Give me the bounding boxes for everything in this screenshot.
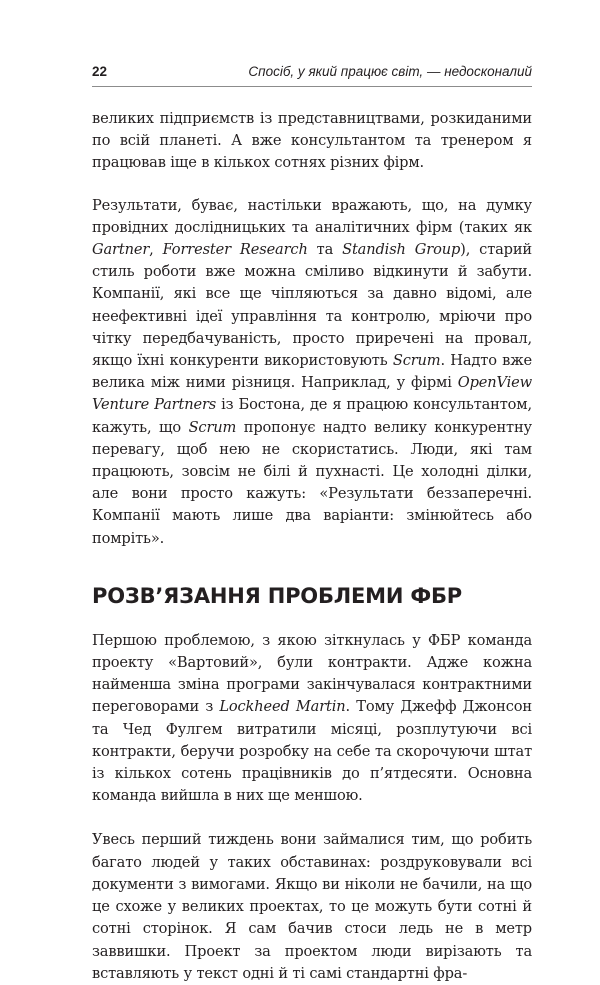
company-name-lockheed: Lockheed Martin <box>219 698 346 716</box>
paragraph-text: Першою проблемою, з якою зіткнулась у ФБР команда проекту «Вартовий», були контракти. Адже кожна найменша зміна програми закінчувалася контрактними переговорами з <box>92 631 532 716</box>
paragraph-text: Результати, буває, настільки вражають, що, на думку провідних дослідницьких та аналітичних фірм (таких як <box>92 196 532 236</box>
company-name-gartner: Gartner <box>92 241 150 259</box>
paragraph <box>92 630 532 808</box>
company-name-forrester: Forrester Research <box>162 241 308 259</box>
paragraph-text: , <box>149 241 163 259</box>
paragraph-text: із Бостона, де я працюю консультантом, кажуть, що <box>92 396 532 436</box>
book-page <box>92 62 532 985</box>
body-text <box>92 108 532 985</box>
page-number: 22 <box>92 64 108 79</box>
paragraph-text: Увесь перший тиждень вони займалися тим, що робить багато людей у таких обставинах: роздруковували всі документи з вимогами. Якщо ви ніколи не бачили, на що це схоже у великих проектах, то це можуть бути сотні й сотні сторінок. Я сам бачив стоси ледь не в метр заввишки. Проект за проектом люди вирізають та вставляють у текст одні й ті самі стандартні фра- <box>92 831 532 982</box>
section-heading: РОЗВ’ЯЗАННЯ ПРОБЛЕМИ ФБР <box>92 583 462 608</box>
term-scrum: Scrum <box>188 418 237 436</box>
paragraph-text: . Тому Джефф Джонсон та Чед Фулгем витратили місяці, розплутуючи всі контракти, беручи розробку на себе та скорочуючи штат із кількох сотень працівників до п’ятдесяти. Основна команда вийшла в них ще меншою. <box>92 698 532 805</box>
paragraph <box>92 195 532 550</box>
running-head <box>92 62 532 82</box>
paragraph-text: пропонує надто велику конкурентну перевагу, щоб нею не скористатись. Люди, які там працюють, зовсім не білі й пухнасті. Це холодні ділки, але вони просто кажуть: «Результати беззаперечні. Компанії мають лише два варіанти: змінюйтесь або помріть». <box>92 418 532 547</box>
header-rule <box>92 86 532 87</box>
company-name-standish: Standish Group <box>342 241 461 259</box>
paragraph <box>92 829 532 984</box>
paragraph-text: ), старий стиль роботи вже можна сміливо відкинути й забути. Компанії, які все ще чіпляються за давно відомі, але неефективні ідеї управління та контролю, мріючи про чітку передбачуваність, просто приречені на провал, якщо їхні конкуренти використовують <box>92 241 533 370</box>
paragraph-text: великих підприємств із представництвами, розкиданими по всій планеті. А вже консультантом та тренером я працював іще в кількох сотнях різних фірм. <box>92 110 532 172</box>
paragraph <box>92 108 532 175</box>
term-scrum: Scrum <box>392 352 441 370</box>
paragraph-text: та <box>307 241 343 259</box>
company-name-openview: OpenView Venture Partners <box>92 374 532 414</box>
paragraph-text: . Надто вже велика між ними різниця. Наприклад, у фірмі <box>92 352 532 392</box>
running-title: Спосіб, у який працює світ, — недосконалий <box>248 64 532 79</box>
